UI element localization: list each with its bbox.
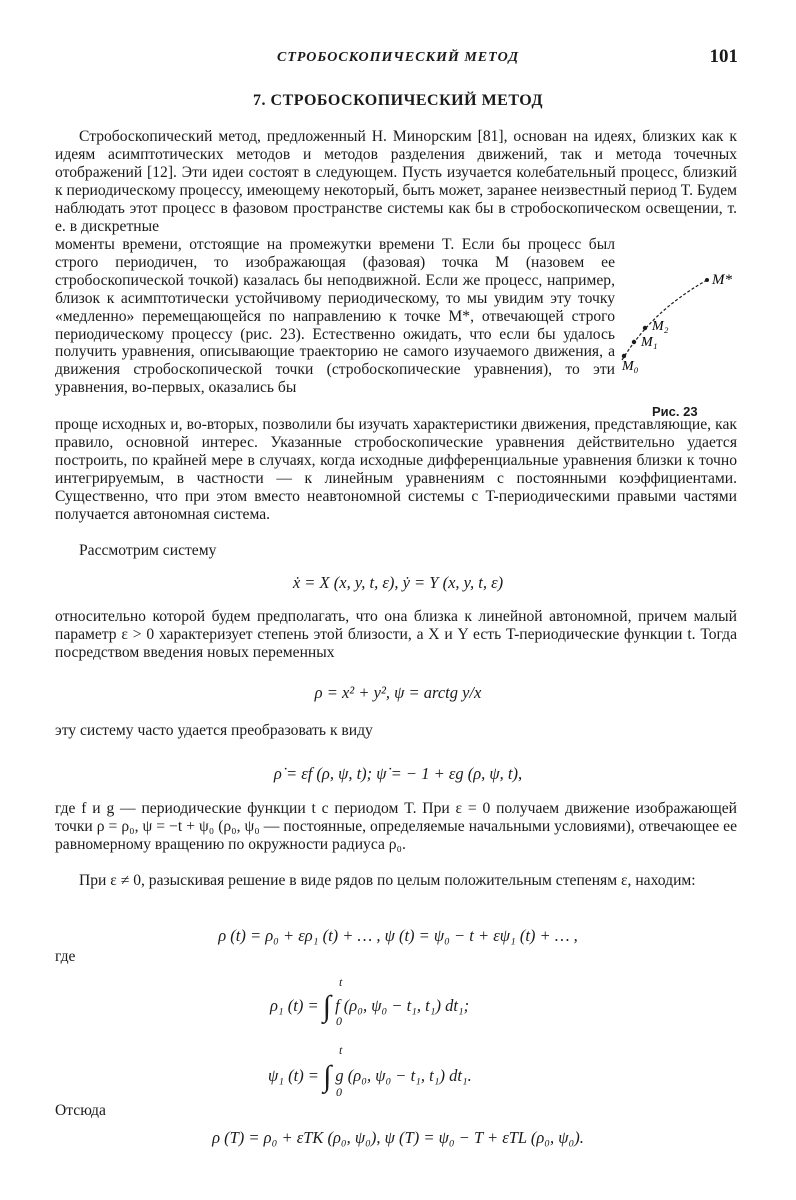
psi1-upper-limit: t (339, 1043, 343, 1057)
rho1-upper-limit: t (339, 975, 343, 989)
point-m1 (632, 340, 636, 344)
psi1-integrand: g (ρ₀, ψ₀ − t₁, t₁) dt₁. (335, 1065, 472, 1085)
label-m2: M₂ (652, 319, 669, 334)
figure-caption: Рис. 23 (652, 404, 698, 419)
paragraph-series: При ε ≠ 0, разыскивая решение в виде рядов по целым положительным степеням ε, находим: (79, 872, 696, 889)
psi1-lhs: ψ₁ (t) = (268, 1065, 319, 1085)
formula-polar-change: ρ = x² + y², ψ = arctg y/x (314, 683, 482, 702)
paragraph-intro: Стробоскопический метод, предложенный Н. Минорским [81], основан на идеях, близких как к идеям асимптотических методов и методов разделения движений, так и метода точечных отображений [12]. Эти идеи состоят в следующем. Пусть изучается колебательный процесс, близкий к периодическому процессу, имеющему некоторый, быть может, заранее неизвестный период T. Будем наблюдать этот процесс в фазовом пространстве системы как бы в стробоскопическом освещении, т. е. в дискретные (55, 128, 737, 235)
running-head: СТРОБОСКОПИЧЕСКИЙ МЕТОД (276, 50, 520, 65)
formula-period-result: ρ (T) = ρ₀ + εTK (ρ₀, ψ₀), ψ (T) = ψ₀ − T + εTL (ρ₀, ψ₀). (212, 1128, 584, 1147)
formula-transformed-system: ρ̇ = εf (ρ, ψ, t); ψ̇ = − 1 + εg (ρ, ψ, t), (273, 764, 523, 783)
figure-23 (612, 258, 747, 393)
paragraph-stroboscopic-wrap: моменты времени, отстоящие на промежутки времени T. Если бы процесс был строго периодичен, то изображающая (фазовая) точка M (назовем ее стробоскопической точкой) казалась бы неподвижной. Если же процесс, например, близок к асимптотически устойчивому периодическому, то мы увидим эту точку «медленно» перемещающейся по направлению к точке M*, отвечающей строго периодическому процессу (рис. 23). Естественно ожидать, что если бы удалось получить уравнения, описывающие траекторию не самого изучаемого движения, а движения стробоскопической точки (стробоскопические уравнения), то эти уравнения, во-первых, оказались бы (55, 236, 615, 397)
word-otsyuda: Отсюда (55, 1102, 106, 1119)
rho1-lhs: ρ₁ (t) = (270, 995, 319, 1015)
paragraph-assumption: относительно которой будем предполагать, что она близка к линейной автономной, причем малый параметр ε > 0 характеризует степень этой близости, а X и Y есть T-периодические функции t. Тогда посредством введения новых переменных (55, 608, 737, 661)
page-number: 101 (709, 46, 738, 67)
section-title: 7. СТРОБОСКОПИЧЕСКИЙ МЕТОД (253, 92, 543, 109)
paragraph-stroboscopic-full: проще исходных и, во-вторых, позволили бы изучать характеристики движения, представляющие, как правило, основной интерес. Указанные стробоскопические уравнения действительно удается построить, по крайней мере в случаях, когда исходные дифференциальные уравнения близки к точно интегрируемым, в частности — к линейным уравнениям с постоянными коэффициентами. Существенно, что при этом вместо неавтономной системы с T-периодическими правыми частями получается автономная система. (55, 416, 737, 523)
rho1-integrand: f (ρ₀, ψ₀ − t₁, t₁) dt₁; (335, 995, 470, 1015)
integral-sign: ∫ (323, 1060, 332, 1093)
formula-series: ρ (t) = ρ₀ + ερ₁ (t) + … , ψ (t) = ψ₀ − t + εψ₁ (t) + … , (218, 926, 578, 945)
point-m2 (643, 326, 647, 330)
label-m-star: M* (712, 272, 732, 288)
point-m-star (705, 278, 709, 282)
point-m0 (622, 354, 626, 358)
rho1-lower-limit: 0 (336, 1014, 342, 1028)
label-m1: M₁ (641, 335, 658, 350)
formula-psi1-integral (268, 1060, 472, 1094)
integral-sign: ∫ (322, 990, 331, 1023)
paragraph-functions: где f и g — периодические функции t с периодом T. При ε = 0 получаем движение изображающей точки ρ = ρ₀, ψ = −t + ψ₀ (ρ₀, ψ₀ — постоянные, определяемые начальными условиями), отвечающее ее равномерному вращению по окружности радиуса ρ₀. (55, 800, 737, 853)
paragraph-transform: эту систему часто удается преобразовать к виду (55, 722, 373, 739)
paragraph-consider-system: Рассмотрим систему (79, 542, 217, 559)
formula-rho1-integral (270, 990, 469, 1024)
word-gde: где (55, 948, 76, 965)
psi1-lower-limit: 0 (336, 1085, 342, 1099)
formula-system: ẋ = X (x, y, t, ε), ẏ = Y (x, y, t, ε) (292, 573, 504, 592)
label-m0: M₀ (622, 359, 639, 374)
